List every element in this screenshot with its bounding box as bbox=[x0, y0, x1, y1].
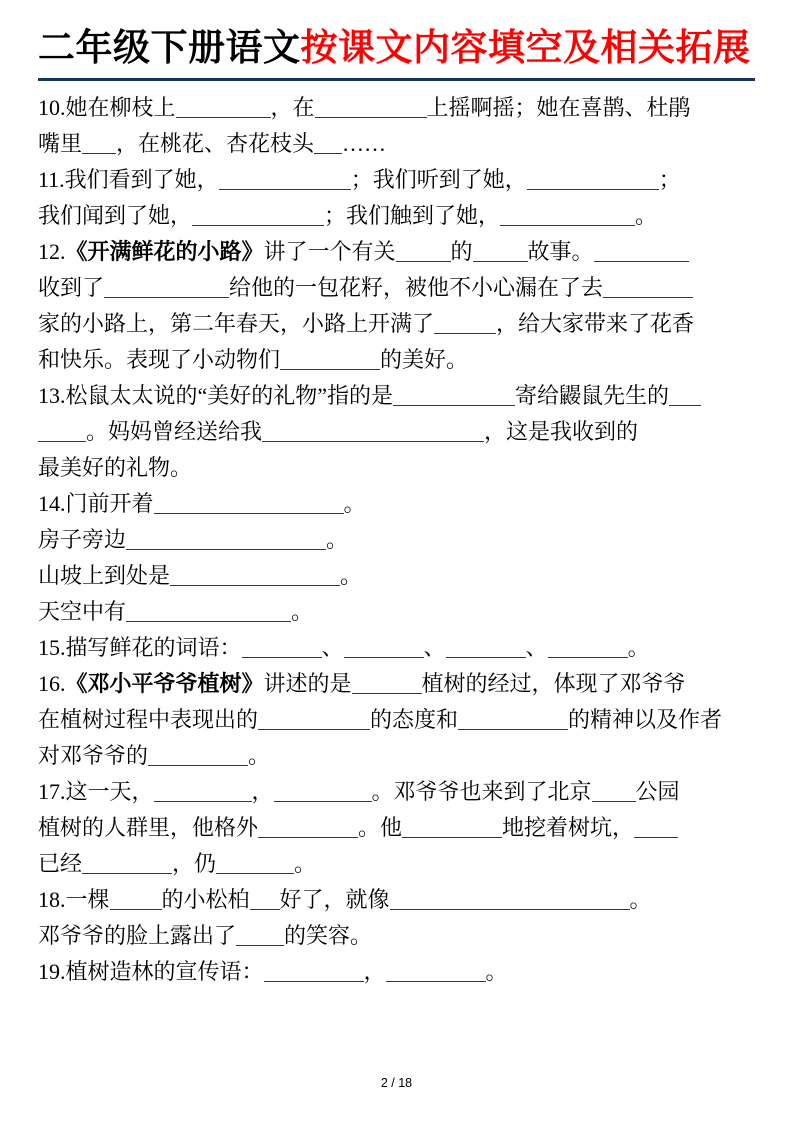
text-line bbox=[38, 270, 755, 306]
fill-in-blank bbox=[344, 636, 424, 658]
fill-in-blank bbox=[154, 780, 252, 802]
text-run: ，给大家带来了花香 bbox=[496, 310, 695, 336]
text-run: 14.门前开着 bbox=[38, 490, 154, 516]
fill-in-blank bbox=[126, 600, 291, 622]
text-line bbox=[38, 342, 755, 378]
fill-in-blank bbox=[219, 168, 351, 190]
text-run: 给他的一包花籽，被他不小心漏在了去 bbox=[229, 274, 604, 300]
text-run: 10.她在柳枝上 bbox=[38, 94, 176, 120]
text-run: 13.松鼠太太说的“美好的礼物”指的是 bbox=[38, 382, 394, 408]
fill-in-blank bbox=[386, 960, 486, 982]
text-line bbox=[38, 954, 755, 990]
text-line bbox=[38, 486, 755, 522]
text-run: 、 bbox=[321, 634, 344, 660]
fill-in-blank bbox=[458, 708, 568, 730]
text-run: 。 bbox=[627, 634, 650, 660]
text-run: 11.我们看到了她， bbox=[38, 166, 219, 192]
text-line bbox=[38, 738, 755, 774]
text-line bbox=[38, 846, 755, 882]
fill-in-blank bbox=[402, 816, 502, 838]
text-run: 上摇啊摇；她在喜鹊、杜鹃 bbox=[426, 94, 691, 120]
fill-in-blank bbox=[258, 816, 358, 838]
fill-in-blank bbox=[548, 636, 628, 658]
text-line bbox=[38, 234, 755, 270]
fill-in-blank bbox=[258, 708, 370, 730]
fill-in-blank bbox=[38, 420, 86, 442]
text-run: 最美好的礼物。 bbox=[38, 454, 193, 480]
text-run: ； bbox=[658, 166, 681, 192]
text-run: 、 bbox=[423, 634, 446, 660]
fill-in-blank bbox=[527, 168, 659, 190]
fill-in-blank bbox=[82, 132, 116, 154]
text-run: 地挖着树坑， bbox=[502, 814, 635, 840]
fill-in-blank bbox=[500, 204, 635, 226]
text-line bbox=[38, 594, 755, 630]
text-run: 12. bbox=[38, 238, 66, 264]
text-run: 16. bbox=[38, 670, 66, 696]
fill-in-blank bbox=[352, 672, 422, 694]
text-run: 。 bbox=[294, 850, 317, 876]
text-line bbox=[38, 810, 755, 846]
text-run: 好了，就像 bbox=[279, 886, 390, 912]
text-line bbox=[38, 126, 755, 162]
fill-in-blank bbox=[216, 852, 294, 874]
text-run: 我们闻到了她， bbox=[38, 202, 193, 228]
text-run: 山坡上到处是 bbox=[38, 562, 171, 588]
text-run: 的态度和 bbox=[370, 706, 459, 732]
text-line bbox=[38, 774, 755, 810]
fill-in-blank bbox=[390, 888, 630, 910]
fill-in-blank bbox=[396, 240, 451, 262]
fill-in-blank bbox=[280, 348, 380, 370]
text-run: 。 bbox=[340, 562, 363, 588]
fill-in-blank bbox=[82, 852, 172, 874]
text-line bbox=[38, 702, 755, 738]
text-run: 植树的人群里，他格外 bbox=[38, 814, 259, 840]
text-run: 故事。 bbox=[527, 238, 594, 264]
text-run: 。 bbox=[343, 490, 366, 516]
text-run: 的美好。 bbox=[380, 346, 469, 372]
text-line bbox=[38, 414, 755, 450]
text-run: 收到了 bbox=[38, 274, 105, 300]
text-run: 的小松柏 bbox=[161, 886, 250, 912]
text-line bbox=[38, 378, 755, 414]
text-run: 。 bbox=[485, 958, 508, 984]
fill-in-blank bbox=[274, 780, 372, 802]
fill-in-blank bbox=[242, 636, 322, 658]
fill-in-blank bbox=[315, 96, 427, 118]
text-line bbox=[38, 918, 755, 954]
text-run: 。妈妈曾经送给我 bbox=[86, 418, 263, 444]
text-run: 房子旁边 bbox=[38, 526, 127, 552]
page-title-black: 二年级下册语文 bbox=[38, 28, 301, 69]
fill-in-blank bbox=[192, 204, 324, 226]
fill-in-blank bbox=[154, 492, 344, 514]
text-line bbox=[38, 198, 755, 234]
text-run: ， bbox=[251, 778, 274, 804]
text-run: ，在 bbox=[270, 94, 315, 120]
fill-in-blank bbox=[434, 312, 496, 334]
fill-in-blank bbox=[603, 276, 693, 298]
fill-in-blank bbox=[170, 564, 340, 586]
text-run: 18.一棵 bbox=[38, 886, 110, 912]
text-line bbox=[38, 882, 755, 918]
text-run: 。 bbox=[635, 202, 658, 228]
text-run: 公园 bbox=[635, 778, 680, 804]
fill-in-blank bbox=[669, 384, 701, 406]
text-line bbox=[38, 666, 755, 702]
text-run: 对邓爷爷的 bbox=[38, 742, 149, 768]
text-run: 的精神以及作者 bbox=[568, 706, 723, 732]
text-run: ， bbox=[363, 958, 386, 984]
fill-in-blank bbox=[594, 240, 689, 262]
text-run: 寄给鼹鼠先生的 bbox=[515, 382, 670, 408]
text-run: ，仍 bbox=[172, 850, 217, 876]
page-title bbox=[38, 24, 755, 74]
fill-in-blank bbox=[236, 924, 284, 946]
text-run: …… bbox=[342, 130, 387, 156]
text-run: 、 bbox=[525, 634, 548, 660]
text-run: 《邓小平爷爷植树》 bbox=[65, 670, 264, 696]
text-run: 在植树过程中表现出的 bbox=[38, 706, 259, 732]
fill-in-blank bbox=[104, 276, 229, 298]
fill-in-blank bbox=[393, 384, 515, 406]
text-run: 讲述的是 bbox=[263, 670, 352, 696]
text-run: 19.植树造林的宣传语： bbox=[38, 958, 264, 984]
text-run: 讲了一个有关 bbox=[263, 238, 396, 264]
text-run: 已经 bbox=[38, 850, 83, 876]
text-run: 。他 bbox=[358, 814, 403, 840]
text-line bbox=[38, 90, 755, 126]
fill-in-blank bbox=[262, 420, 484, 442]
text-run: 嘴里 bbox=[38, 130, 83, 156]
text-run: 。 bbox=[248, 742, 271, 768]
text-run: 的笑容。 bbox=[284, 922, 373, 948]
text-run: 天空中有 bbox=[38, 598, 127, 624]
text-run: 17.这一天， bbox=[38, 778, 154, 804]
text-line bbox=[38, 162, 755, 198]
fill-in-blank bbox=[110, 888, 162, 910]
text-line bbox=[38, 450, 755, 486]
fill-in-blank bbox=[592, 780, 636, 802]
text-run: ，在桃花、杏花枝头 bbox=[116, 130, 315, 156]
text-run: 。 bbox=[291, 598, 314, 624]
fill-in-blank bbox=[148, 744, 248, 766]
text-run: 植树的经过，体现了邓爷爷 bbox=[421, 670, 686, 696]
title-divider bbox=[38, 78, 755, 81]
fill-in-blank bbox=[176, 96, 271, 118]
text-run: 的 bbox=[450, 238, 473, 264]
text-run: ；我们触到了她， bbox=[324, 202, 501, 228]
text-run: 和快乐。表现了小动物们 bbox=[38, 346, 281, 372]
text-run: 。邓爷爷也来到了北京 bbox=[371, 778, 592, 804]
text-run: 《开满鲜花的小路》 bbox=[65, 238, 264, 264]
text-line bbox=[38, 630, 755, 666]
fill-in-blank bbox=[264, 960, 364, 982]
fill-in-blank bbox=[473, 240, 528, 262]
text-run: 15.描写鲜花的词语： bbox=[38, 634, 242, 660]
text-line bbox=[38, 558, 755, 594]
text-line bbox=[38, 306, 755, 342]
text-run: 家的小路上，第二年春天，小路上开满了 bbox=[38, 310, 435, 336]
text-run: ；我们听到了她， bbox=[350, 166, 527, 192]
text-run: ，这是我收到的 bbox=[484, 418, 639, 444]
page-number: 2 / 18 bbox=[380, 1076, 413, 1090]
fill-in-blank bbox=[126, 528, 326, 550]
fill-in-blank bbox=[634, 816, 678, 838]
page-title-red: 按课文内容填空及相关拓展 bbox=[300, 28, 751, 69]
text-run: 邓爷爷的脸上露出了 bbox=[38, 922, 237, 948]
fill-in-blank bbox=[446, 636, 526, 658]
text-run: 。 bbox=[326, 526, 349, 552]
worksheet-lines bbox=[38, 90, 755, 990]
text-line bbox=[38, 522, 755, 558]
text-run: 。 bbox=[629, 886, 652, 912]
fill-in-blank bbox=[250, 888, 280, 910]
fill-in-blank bbox=[314, 132, 342, 154]
